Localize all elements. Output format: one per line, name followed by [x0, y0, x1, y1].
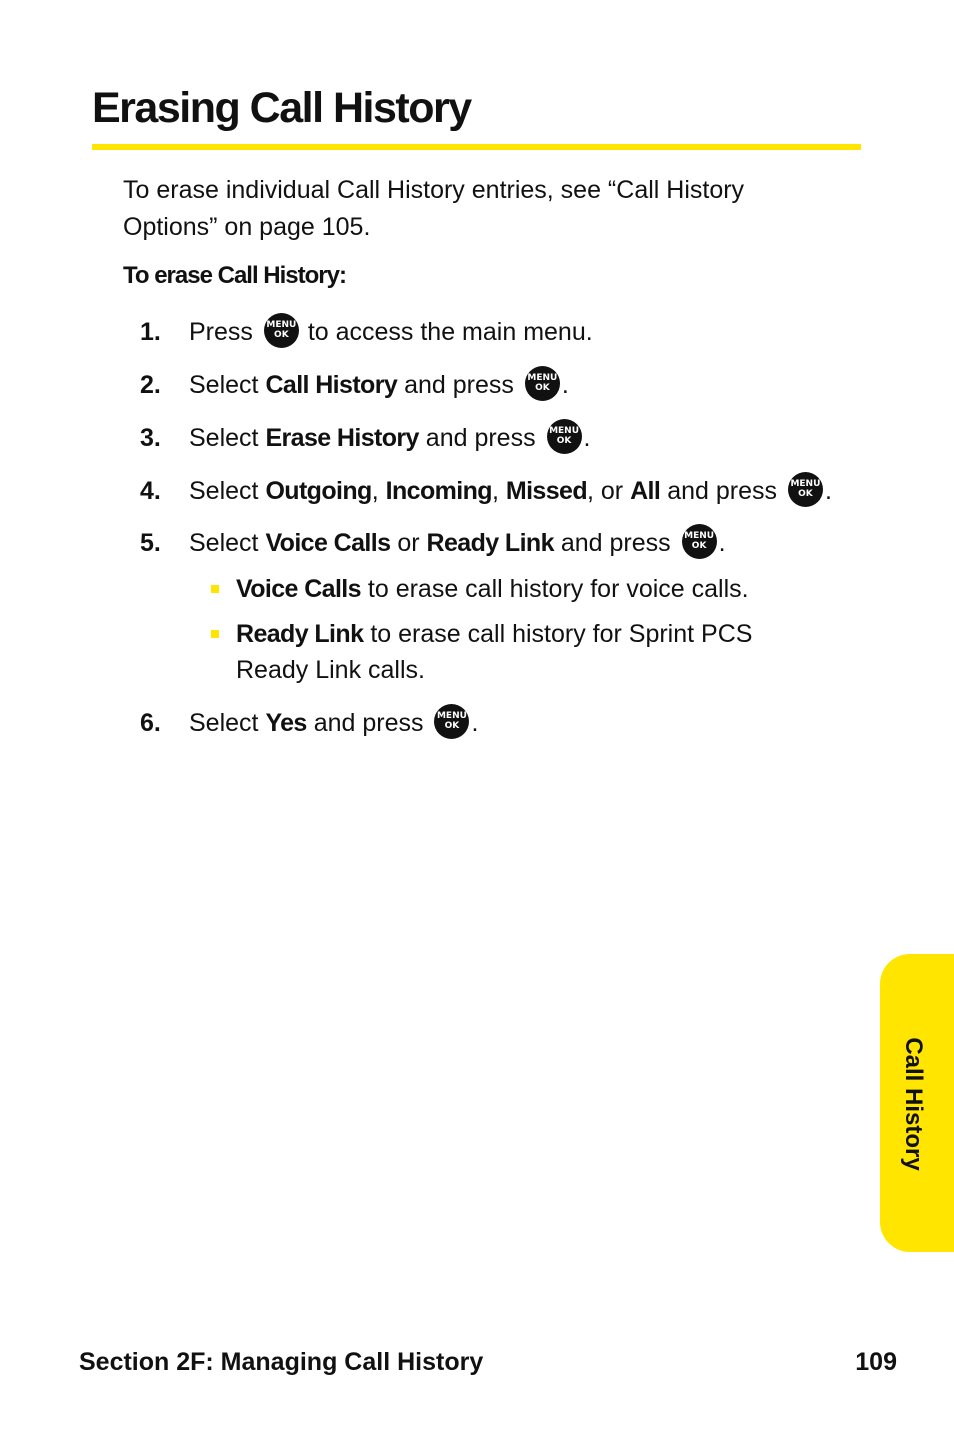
step-5 [140, 526, 726, 562]
step-text: Select [189, 477, 259, 505]
bullet-voice-calls [211, 571, 831, 607]
menu-option-call-history: Call History [265, 371, 398, 399]
step-text: and press [404, 371, 514, 399]
menu-option-incoming: Incoming [385, 477, 492, 505]
title-underline [92, 144, 861, 150]
bullet-ready-link [211, 616, 831, 688]
bullet-text: to erase call history for voice calls. [367, 575, 749, 603]
menu-option-all: All [630, 477, 661, 505]
intro-paragraph: To erase individual Call History entries, see “Call History Options” on page 105. [123, 176, 745, 241]
step-number: 3. [140, 424, 161, 452]
menu-key-label: MENU [549, 425, 580, 436]
step-text: Select [189, 371, 259, 399]
ok-key-label: OK [274, 329, 289, 340]
menu-key-label: MENU [790, 478, 821, 489]
bullet-term: Voice Calls [236, 575, 361, 603]
step-punct: . [718, 529, 726, 557]
step-text: or [397, 529, 420, 557]
menu-ok-key-icon [682, 524, 717, 559]
menu-option-ready-link: Ready Link [426, 529, 554, 557]
step-6 [140, 706, 478, 742]
bullet-square-icon [211, 585, 219, 593]
step-text: and press [667, 477, 777, 505]
menu-ok-key-icon [434, 704, 469, 739]
step-punct: . [561, 371, 569, 399]
step-number: 2. [140, 371, 161, 399]
menu-option-outgoing: Outgoing [265, 477, 372, 505]
step-text: Select [189, 424, 259, 452]
step-1 [140, 315, 593, 351]
page-title: Erasing Call History [92, 84, 471, 132]
bullet-text: to erase call history for Sprint PCS Ready Link calls. [236, 620, 753, 684]
ok-key-label: OK [556, 435, 572, 446]
step-punct: . [824, 477, 832, 505]
step-text: Press [189, 318, 253, 346]
menu-ok-key-icon [525, 366, 560, 401]
menu-ok-key-icon [788, 472, 823, 507]
step-4 [140, 474, 832, 510]
step-text: Select [189, 709, 259, 737]
step-text: to access the main menu. [307, 318, 593, 346]
ok-key-label: OK [535, 382, 550, 393]
step-2 [140, 368, 569, 404]
step-punct: . [583, 424, 591, 452]
ok-key-label: OK [691, 540, 707, 551]
menu-option-voice-calls: Voice Calls [265, 529, 391, 557]
menu-key-label: MENU [436, 710, 467, 721]
menu-key-label: MENU [684, 530, 715, 541]
step-number: 4. [140, 477, 161, 505]
step-text: and press [313, 709, 424, 737]
step-punct: , [371, 477, 379, 505]
step-number: 6. [140, 709, 161, 737]
footer-section-title: Section 2F: Managing Call History [79, 1348, 484, 1376]
step-text: and press [425, 424, 536, 452]
menu-option-yes: Yes [265, 709, 307, 737]
step-punct: , [491, 477, 499, 505]
bullet-term: Ready Link [236, 620, 364, 648]
ok-key-label: OK [444, 720, 460, 731]
step-number: 5. [140, 529, 161, 557]
bullet-square-icon [211, 630, 219, 638]
ok-key-label: OK [798, 488, 813, 499]
menu-ok-key-icon [264, 313, 299, 348]
step-number: 1. [140, 318, 161, 346]
step-3 [140, 421, 591, 457]
step-text: , or [587, 477, 624, 505]
menu-key-label: MENU [527, 372, 558, 383]
step-text: Select [189, 529, 259, 557]
section-tab-label: Call History [900, 1037, 927, 1171]
step-text: and press [560, 529, 671, 557]
menu-option-erase-history: Erase History [265, 424, 419, 452]
menu-key-label: MENU [266, 319, 297, 330]
procedure-heading: To erase Call History: [123, 262, 346, 289]
menu-ok-key-icon [547, 419, 582, 454]
step-punct: . [471, 709, 479, 737]
page-number: 109 [855, 1348, 897, 1376]
menu-option-missed: Missed [505, 477, 587, 505]
